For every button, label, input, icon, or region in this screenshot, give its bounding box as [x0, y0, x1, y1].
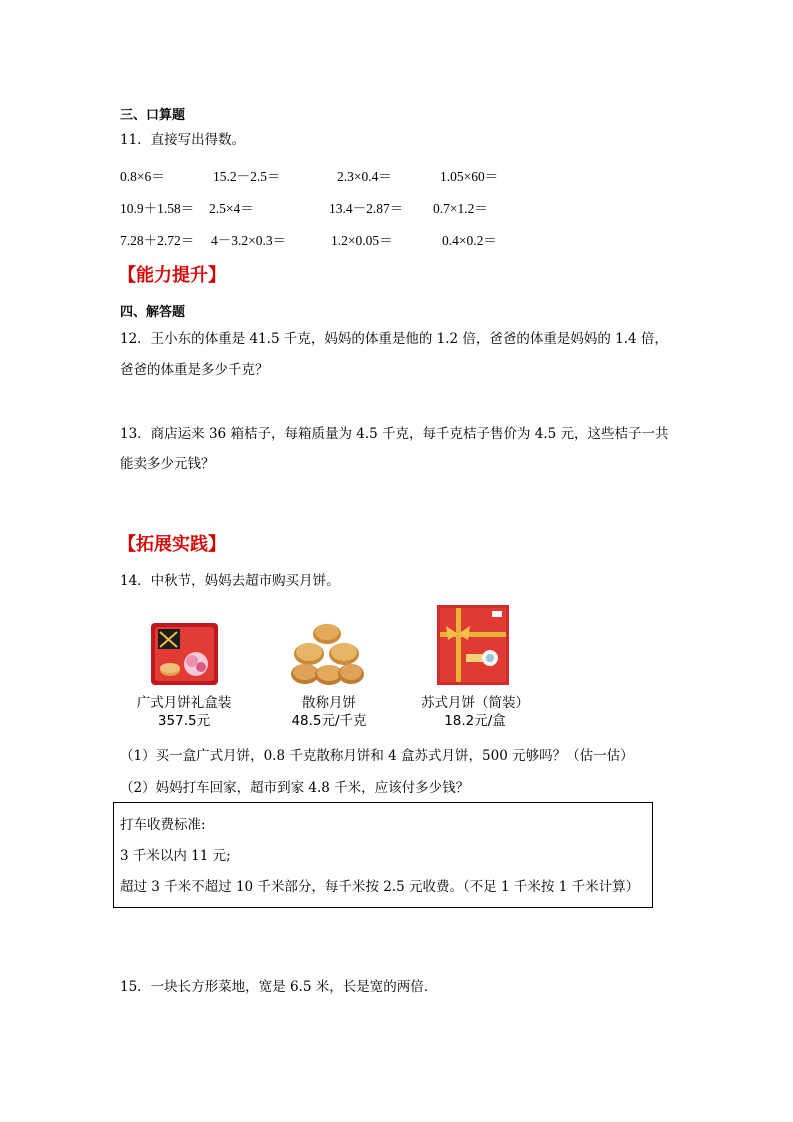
- cantonese-mooncake-giftbox-image: [150, 620, 220, 688]
- suzhou-mooncake-box-image: [436, 604, 510, 686]
- calc-item: 4－3.2×0.3＝: [211, 233, 287, 248]
- q14-sub2: （2）妈妈打车回家，超市到家 4.8 千米，应该付多少钱？: [120, 780, 470, 796]
- product-name: 散称月饼: [302, 695, 356, 711]
- product-name: 广式月饼礼盒装: [136, 695, 232, 711]
- q14-prompt: 14．中秋节，妈妈去超市购买月饼。: [120, 573, 340, 589]
- calc-item: 13.4－2.87＝: [329, 201, 404, 216]
- calc-item: 1.05×60＝: [440, 169, 499, 184]
- product-price: 357.5元: [157, 713, 211, 729]
- ability-header: 【能力提升】: [118, 265, 226, 286]
- calc-item: 15.2－2.5＝: [213, 169, 281, 184]
- calc-item: 0.7×1.2＝: [433, 201, 488, 216]
- calc-item: 10.9＋1.58＝: [120, 201, 195, 216]
- q11-prompt: 11．直接写出得数。: [120, 132, 246, 148]
- q13-line1: 13．商店运来 36 箱桔子，每箱质量为 4.5 千克，每千克桔子售价为 4.5 元，这些桔子一共: [120, 426, 669, 442]
- section-3-title: 三、口算题: [120, 108, 186, 123]
- product-name: 苏式月饼（简装）: [421, 695, 529, 711]
- fare-line1: 打车收费标准:: [120, 817, 206, 833]
- calc-item: 7.28＋2.72＝: [120, 233, 195, 248]
- calc-item: 2.3×0.4＝: [337, 169, 392, 184]
- fare-line2: 3 千米以内 11 元;: [120, 848, 231, 864]
- product-price: 48.5元/千克: [291, 713, 367, 729]
- section-4-title: 四、解答题: [120, 305, 186, 320]
- calc-item: 0.8×6＝: [120, 169, 165, 184]
- q15-line1: 15．一块长方形菜地，宽是 6.5 米，长是宽的两倍．: [120, 979, 438, 995]
- calc-item: 2.5×4＝: [209, 201, 254, 216]
- fare-line3: 超过 3 千米不超过 10 千米部分，每千米按 2.5 元收费。（不足 1 千米按 1 千米计算）: [120, 879, 640, 895]
- q12-line2: 爸爸的体重是多少千克？: [120, 362, 269, 378]
- expand-header: 【拓展实践】: [118, 534, 226, 555]
- q12-line1: 12．王小东的体重是 41.5 千克，妈妈的体重是他的 1.2 倍，爸爸的体重是妈妈的 1.4 倍，: [120, 331, 668, 347]
- product-price: 18.2元/盒: [444, 713, 506, 729]
- q13-line2: 能卖多少元钱？: [120, 456, 215, 472]
- calc-item: 1.2×0.05＝: [331, 233, 393, 248]
- calc-item: 0.4×0.2＝: [442, 233, 497, 248]
- q14-sub1: （1）买一盒广式月饼，0.8 千克散称月饼和 4 盒苏式月饼，500 元够吗？（估一估）: [120, 748, 634, 764]
- loose-mooncakes-image: [289, 620, 365, 688]
